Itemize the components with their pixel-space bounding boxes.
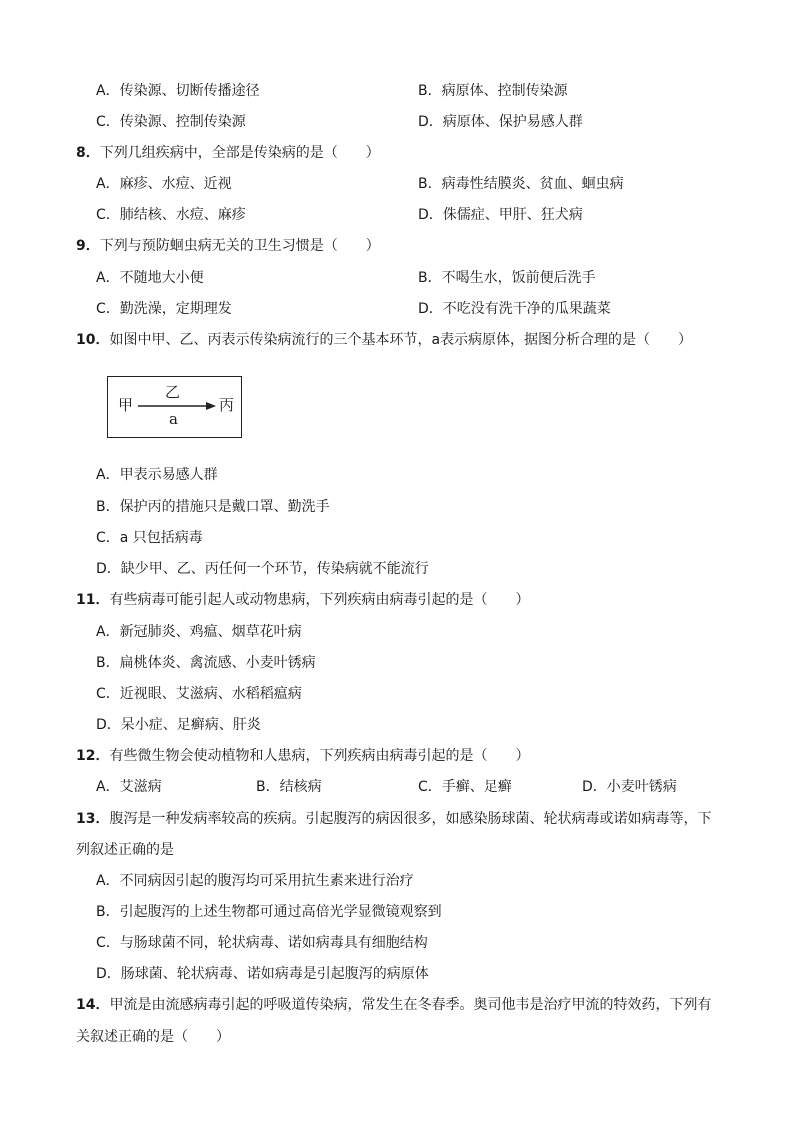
q9-option-c: C．勤洗澡，定期理发 <box>96 301 232 317</box>
question-number: 9． <box>76 238 100 254</box>
prev-option-a: A．传染源、切断传播途径 <box>96 83 260 99</box>
q9-option-a: A．不随地大小便 <box>96 270 204 286</box>
question-13 <box>76 809 711 829</box>
q12-option-c: C．手癣、足癣 <box>418 779 512 795</box>
diagram-label-jia: 甲 <box>118 396 134 414</box>
question-10 <box>76 330 692 350</box>
question-14 <box>76 995 711 1015</box>
q9-option-b: B．不喝生水，饭前便后洗手 <box>418 270 596 286</box>
question-11 <box>76 590 529 610</box>
q13-option-d: D．肠球菌、轮状病毒、诺如病毒是引起腹泻的病原体 <box>96 966 429 982</box>
transmission-diagram <box>107 376 242 438</box>
q12-option-a: A．艾滋病 <box>96 779 162 795</box>
question-number: 11． <box>76 592 110 608</box>
q10-option-a: A．甲表示易感人群 <box>96 467 218 483</box>
q10-option-c: C．a 只包括病毒 <box>96 530 203 546</box>
question-13-stem-cont: 列叙述正确的是 <box>76 842 174 858</box>
diagram-label-a: a <box>169 410 178 428</box>
q11-option-b: B．扁桃体炎、禽流感、小麦叶锈病 <box>96 655 316 671</box>
q11-option-a: A．新冠肺炎、鸡瘟、烟草花叶病 <box>96 624 302 640</box>
question-number: 10． <box>76 332 110 348</box>
q13-option-a: A．不同病因引起的腹泻均可采用抗生素来进行治疗 <box>96 873 414 889</box>
question-stem: 甲流是由流感病毒引起的呼吸道传染病，常发生在冬春季。奥司他韦是治疗甲流的特效药，下列有 <box>109 997 712 1013</box>
question-8 <box>76 143 380 163</box>
question-stem: 下列与预防蛔虫病无关的卫生习惯是（ ） <box>99 238 380 254</box>
question-stem: 有些微生物会使动植物和人患病，下列疾病由病毒引起的是（ ） <box>109 748 530 764</box>
prev-option-c: C．传染源、控制传染源 <box>96 114 246 130</box>
q10-option-d: D．缺少甲、乙、丙任何一个环节，传染病就不能流行 <box>96 561 429 577</box>
question-number: 12． <box>76 748 110 764</box>
q11-option-c: C．近视眼、艾滋病、水稻稻瘟病 <box>96 686 302 702</box>
question-number: 8． <box>76 145 100 161</box>
prev-option-b: B．病原体、控制传染源 <box>418 83 568 99</box>
q8-option-b: B．病毒性结膜炎、贫血、蛔虫病 <box>418 176 624 192</box>
question-12 <box>76 746 529 766</box>
q8-option-d: D．侏儒症、甲肝、狂犬病 <box>418 207 583 223</box>
question-stem: 有些病毒可能引起人或动物患病，下列疾病由病毒引起的是（ ） <box>109 592 530 608</box>
q13-option-c: C．与肠球菌不同，轮状病毒、诺如病毒具有细胞结构 <box>96 935 428 951</box>
q11-option-d: D．呆小症、足癣病、肝炎 <box>96 717 261 733</box>
q8-option-a: A．麻疹、水痘、近视 <box>96 176 232 192</box>
q12-option-d: D．小麦叶锈病 <box>582 779 677 795</box>
question-9 <box>76 236 380 256</box>
q10-option-b: B．保护丙的措施只是戴口罩、勤洗手 <box>96 499 330 515</box>
q12-option-b: B．结核病 <box>256 779 322 795</box>
q13-option-b: B．引起腹泻的上述生物都可通过高倍光学显微镜观察到 <box>96 904 442 920</box>
q9-option-d: D．不吃没有洗干净的瓜果蔬菜 <box>418 301 611 317</box>
question-14-stem-cont: 关叙述正确的是（ ） <box>76 1029 230 1045</box>
question-stem: 下列几组疾病中，全部是传染病的是（ ） <box>99 145 380 161</box>
diagram-label-bing: 丙 <box>219 396 235 414</box>
arrow-head-icon <box>206 402 216 410</box>
question-stem: 如图中甲、乙、丙表示传染病流行的三个基本环节，a表示病原体，据图分析合理的是（ ） <box>109 332 693 348</box>
diagram-label-yi: 乙 <box>165 383 181 401</box>
q8-option-c: C．肺结核、水痘、麻疹 <box>96 207 246 223</box>
prev-option-d: D．病原体、保护易感人群 <box>418 114 583 130</box>
question-stem: 腹泻是一种发病率较高的疾病。引起腹泻的病因很多，如感染肠球菌、轮状病毒或诺如病毒等，下 <box>109 811 712 827</box>
question-number: 14． <box>76 997 110 1013</box>
question-number: 13． <box>76 811 110 827</box>
